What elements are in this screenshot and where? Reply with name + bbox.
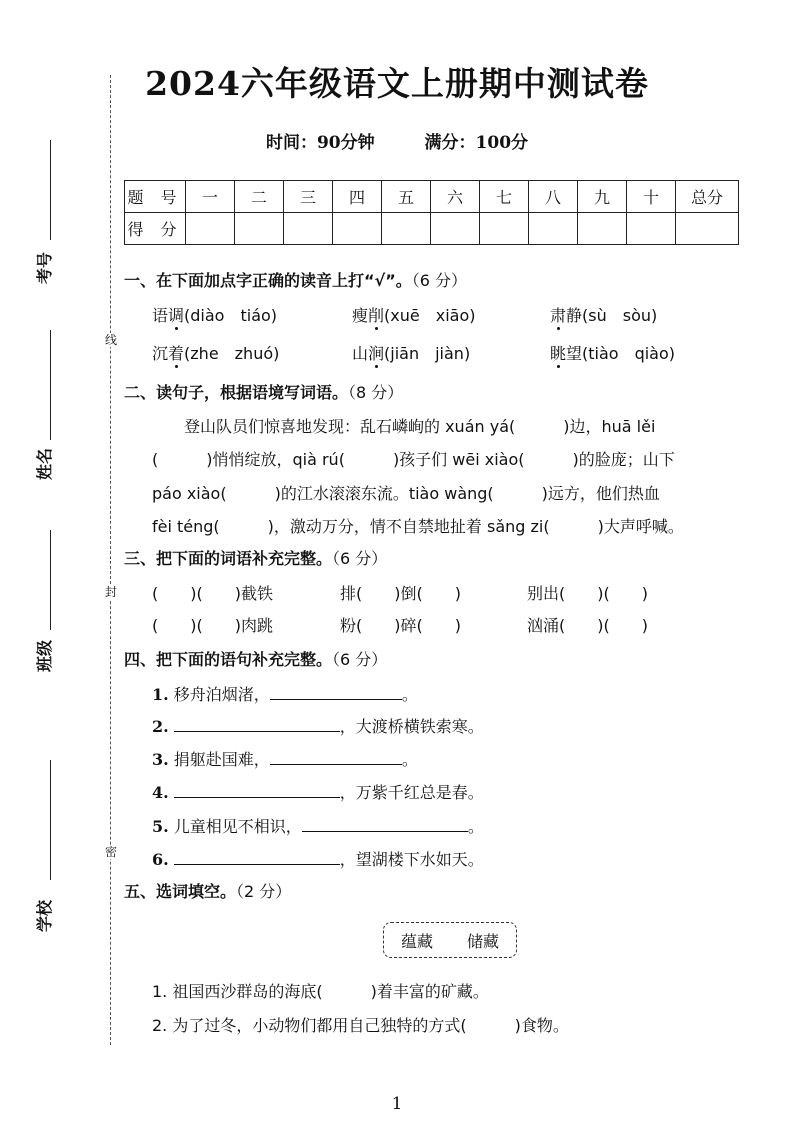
full-score-label: 满分：100分 bbox=[424, 133, 529, 153]
page-number: 1 bbox=[391, 1094, 403, 1114]
class-label: 班级 bbox=[35, 639, 54, 672]
binding-line bbox=[110, 75, 111, 1045]
q5-heading-text: 五、选词填空。 bbox=[124, 882, 237, 901]
exam-info bbox=[0, 128, 794, 153]
q1-item-text: 瘦 bbox=[352, 306, 369, 325]
q5-item[interactable]: 2. 为了过冬，小动物们都用自己独特的方式( )食物。 bbox=[152, 1016, 569, 1035]
class-line[interactable] bbox=[50, 530, 51, 630]
q4-item-number: 6. bbox=[152, 850, 169, 869]
q3-points: （6 分） bbox=[332, 549, 388, 568]
word-option: 蕴藏 bbox=[400, 931, 433, 951]
q4-heading bbox=[124, 647, 387, 670]
answer-blank[interactable] bbox=[270, 750, 402, 765]
q1-points: （6 分） bbox=[411, 271, 467, 290]
table-cell: 得 分 bbox=[125, 213, 186, 245]
name-label: 姓名 bbox=[35, 447, 54, 480]
score-cell[interactable] bbox=[235, 213, 284, 245]
page-title: 2024六年级语文上册期中测试卷 bbox=[145, 64, 649, 103]
q2-heading-text: 二、读句子，根据语境写词语。 bbox=[124, 383, 349, 402]
table-cell: 五 bbox=[382, 181, 431, 213]
q1-item-text: 山 bbox=[352, 344, 369, 363]
q1-dotted-char: 眺 bbox=[550, 344, 567, 363]
q1-dotted-char: 涧 bbox=[368, 344, 385, 363]
q1-item[interactable] bbox=[352, 341, 470, 364]
q1-item[interactable] bbox=[550, 341, 675, 364]
q4-item-number: 4. bbox=[152, 783, 169, 802]
q1-dotted-char: 调 bbox=[168, 306, 185, 325]
q2-line[interactable]: 登山队员们惊喜地发现：乱石嶙峋的 xuán yá( )边，huā lěi bbox=[152, 417, 656, 436]
score-cell[interactable] bbox=[627, 213, 676, 245]
q4-item-number: 5. bbox=[152, 817, 169, 836]
q1-item-pinyin: (diào tiáo) bbox=[184, 306, 278, 325]
q1-heading-text: 一、在下面加点字正确的读音上打“√”。 bbox=[124, 271, 412, 290]
answer-blank[interactable] bbox=[174, 783, 340, 798]
q3-heading-text: 三、把下面的词语补充完整。 bbox=[124, 549, 333, 568]
q3-item[interactable]: 汹涌( )( ) bbox=[527, 616, 648, 635]
score-cell[interactable] bbox=[480, 213, 529, 245]
score-cell[interactable] bbox=[284, 213, 333, 245]
table-cell: 四 bbox=[333, 181, 382, 213]
score-cell[interactable] bbox=[431, 213, 480, 245]
q1-item[interactable] bbox=[352, 303, 475, 326]
q1-item-text: 沉 bbox=[152, 344, 169, 363]
school-line[interactable] bbox=[50, 760, 51, 880]
answer-blank[interactable] bbox=[302, 817, 468, 832]
q4-item bbox=[152, 747, 418, 770]
table-cell: 八 bbox=[529, 181, 578, 213]
q1-item[interactable] bbox=[152, 341, 279, 364]
score-cell[interactable] bbox=[382, 213, 431, 245]
q3-item[interactable]: 别出( )( ) bbox=[527, 584, 648, 603]
answer-blank[interactable] bbox=[174, 850, 340, 865]
q4-item-text: 。 bbox=[401, 750, 418, 769]
q4-item bbox=[152, 682, 418, 705]
q4-item-text: ，万紫千红总是春。 bbox=[339, 783, 484, 802]
q4-points: （6 分） bbox=[332, 650, 388, 669]
binding-char-xian: 线 bbox=[104, 333, 117, 347]
q4-item-number: 3. bbox=[152, 750, 169, 769]
q5-points: （2 分） bbox=[236, 882, 292, 901]
word-option: 储藏 bbox=[466, 931, 499, 951]
word-choice-box bbox=[383, 922, 517, 958]
table-cell: 一 bbox=[186, 181, 235, 213]
answer-blank[interactable] bbox=[174, 717, 340, 732]
q4-item-text: 。 bbox=[467, 817, 484, 836]
q4-item-text: 。 bbox=[401, 685, 418, 704]
q2-line[interactable]: ( )悄悄绽放，qià rú( )孩子们 wēi xiào( )的脸庞；山下 bbox=[152, 450, 675, 469]
q1-item-pinyin: 望(tiào qiào) bbox=[566, 344, 676, 363]
q4-item-text: ，大渡桥横铁索寒。 bbox=[339, 717, 484, 736]
exam-no-line[interactable] bbox=[50, 140, 51, 240]
score-cell[interactable] bbox=[186, 213, 235, 245]
q1-item-pinyin: 静(sù sòu) bbox=[566, 306, 658, 325]
q4-item-number: 1. bbox=[152, 685, 169, 704]
q5-heading bbox=[124, 879, 291, 902]
score-cell[interactable] bbox=[578, 213, 627, 245]
table-cell: 三 bbox=[284, 181, 333, 213]
q4-item bbox=[152, 714, 484, 737]
q4-heading-text: 四、把下面的语句补充完整。 bbox=[124, 650, 333, 669]
q4-item bbox=[152, 847, 484, 870]
q1-dotted-char: 着 bbox=[168, 344, 185, 363]
table-cell: 七 bbox=[480, 181, 529, 213]
table-cell: 六 bbox=[431, 181, 480, 213]
q3-item[interactable]: ( )( )肉跳 bbox=[152, 616, 273, 635]
q1-item-pinyin: (xuē xiāo) bbox=[384, 306, 476, 325]
score-table-score-row bbox=[125, 213, 739, 245]
school-label: 学校 bbox=[35, 899, 54, 932]
q2-heading bbox=[124, 380, 403, 403]
q3-item[interactable]: 排( )倒( ) bbox=[340, 584, 461, 603]
q4-item-text: 捐躯赴国难， bbox=[173, 750, 270, 769]
q4-item-text: 儿童相见不相识， bbox=[173, 817, 302, 836]
score-table-header-row bbox=[125, 181, 739, 213]
q4-item-text: 移舟泊烟渚， bbox=[173, 685, 270, 704]
q1-item[interactable] bbox=[550, 303, 657, 326]
q5-item[interactable]: 1. 祖国西沙群岛的海底( )着丰富的矿藏。 bbox=[152, 982, 489, 1001]
q1-item[interactable] bbox=[152, 303, 277, 326]
answer-blank[interactable] bbox=[270, 685, 402, 700]
q3-item[interactable]: 粉( )碎( ) bbox=[340, 616, 461, 635]
q2-line[interactable]: páo xiào( )的江水滚滚东流。tiào wàng( )远方，他们热血 bbox=[152, 484, 660, 503]
q1-item-pinyin: (jiān jiàn) bbox=[384, 344, 471, 363]
q4-item bbox=[152, 814, 484, 837]
score-cell[interactable] bbox=[333, 213, 382, 245]
name-line[interactable] bbox=[50, 330, 51, 440]
table-cell: 十 bbox=[627, 181, 676, 213]
score-table bbox=[124, 180, 739, 245]
table-cell: 总分 bbox=[676, 181, 739, 213]
score-cell[interactable] bbox=[676, 213, 739, 245]
table-cell: 二 bbox=[235, 181, 284, 213]
q2-points: （8 分） bbox=[348, 383, 404, 402]
table-cell: 九 bbox=[578, 181, 627, 213]
q1-item-text: 语 bbox=[152, 306, 169, 325]
q1-heading bbox=[124, 268, 467, 291]
score-cell[interactable] bbox=[529, 213, 578, 245]
binding-char-mi: 密 bbox=[104, 845, 117, 859]
q4-item-text: ，望湖楼下水如天。 bbox=[339, 850, 484, 869]
q3-heading bbox=[124, 546, 387, 569]
q4-item bbox=[152, 780, 484, 803]
binding-char-feng: 封 bbox=[104, 585, 117, 599]
table-cell: 题 号 bbox=[125, 181, 186, 213]
q1-dotted-char: 肃 bbox=[550, 306, 567, 325]
q1-dotted-char: 削 bbox=[368, 306, 385, 325]
q3-item[interactable]: ( )( )截铁 bbox=[152, 584, 273, 603]
q4-item-number: 2. bbox=[152, 717, 169, 736]
q1-item-pinyin: (zhe zhuó) bbox=[184, 344, 280, 363]
q2-line[interactable]: fèi téng( )，激动万分，情不自禁地扯着 sǎng zi( )大声呼喊。 bbox=[152, 517, 684, 536]
exam-no-label: 考号 bbox=[35, 251, 54, 284]
time-label: 时间：90分钟 bbox=[265, 133, 375, 153]
